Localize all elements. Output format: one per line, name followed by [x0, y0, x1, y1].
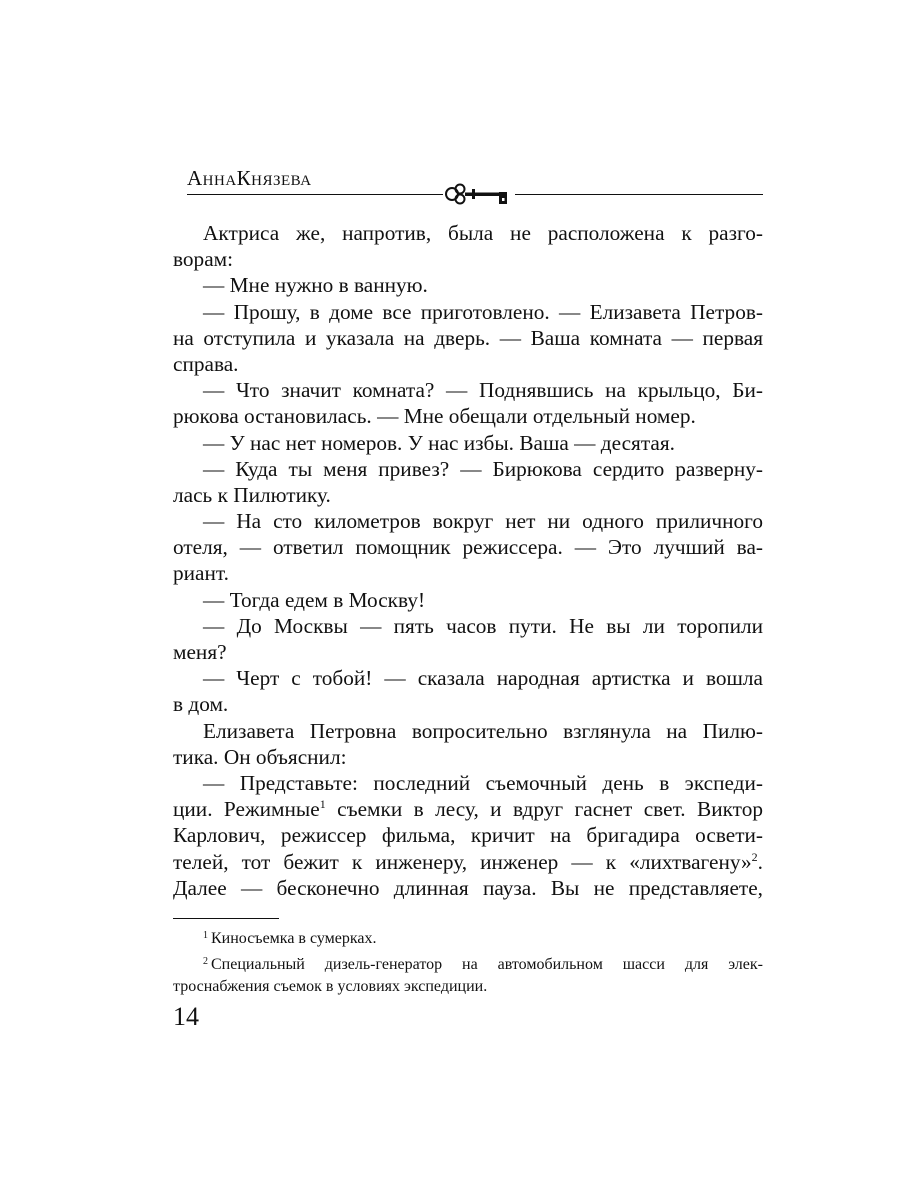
text-line-content: — Мне нужно в ванную. — [203, 273, 428, 298]
footnote-text: троснабжения съемок в условиях экспедиции. — [173, 978, 488, 995]
text-line — [173, 665, 763, 691]
text-line — [173, 482, 763, 508]
text-line-content: — У нас нет номеров. У нас избы. Ваша — десятая. — [203, 430, 675, 455]
footnote-text: Киносъемка в сумерках. — [211, 930, 377, 947]
text-line — [173, 508, 763, 534]
text-line — [173, 534, 763, 560]
text-line — [173, 822, 763, 848]
body-text — [173, 220, 763, 901]
footnote-reference: 2 — [751, 849, 758, 864]
text-line — [173, 403, 763, 429]
text-line-content: — Куда ты меня привез? — Бирюкова сердито развернy- — [203, 456, 763, 481]
text-line — [173, 770, 763, 796]
text-line — [173, 351, 763, 377]
text-line — [173, 456, 763, 482]
text-line — [173, 560, 763, 586]
footnote-line — [173, 976, 763, 998]
footnote-mark: 2 — [203, 956, 208, 967]
text-line-content: Карлович, режиссер фильма, кричит на бригадира освети- — [173, 823, 763, 848]
text-line — [173, 744, 763, 770]
text-line-content: — Черт с тобой! — сказала народная артистка и вошла — [203, 666, 763, 691]
text-line-content: на отступила и указала на дверь. — Ваша комната — первая — [173, 325, 763, 350]
running-header — [173, 158, 763, 208]
text-line — [173, 613, 763, 639]
text-line — [173, 691, 763, 717]
footnote-line — [173, 954, 763, 976]
text-line-continuation: съемки в лесу, и вдруг гаснет свет. Виктор — [325, 797, 763, 822]
text-line-content: рюкова остановилась. — Мне обещали отдельный номер. — [173, 404, 696, 429]
text-line — [173, 246, 763, 272]
text-line-content: в дом. — [173, 692, 229, 717]
footnotes — [173, 928, 763, 998]
text-line — [173, 272, 763, 298]
text-line-content: тика. Он объяснил: — [173, 744, 347, 769]
text-line-content: Елизавета Петровна вопросительно взглянула на Пилю- — [203, 718, 763, 743]
text-line — [173, 718, 763, 744]
text-line — [173, 299, 763, 325]
text-line — [173, 875, 763, 901]
text-line-content: меня? — [173, 640, 227, 664]
key-ornament-icon — [443, 180, 515, 208]
footnote-rule — [173, 918, 279, 919]
text-line-content: риант. — [173, 561, 229, 586]
text-line-content: — На сто километров вокруг нет ни одного приличного — [203, 509, 763, 534]
text-line — [173, 849, 763, 875]
text-line-content: ворам: — [173, 247, 234, 272]
text-line-content: телей, тот бежит к инженеру, инженер — к «лихтвагену» — [173, 849, 752, 874]
text-line-content: Актриса же, напротив, была не расположена к разго- — [203, 221, 763, 245]
footnote-text: Специальный дизель-генератор на автомобильном шасси для элек- — [211, 956, 763, 973]
text-line-content: справа. — [173, 351, 239, 376]
text-line — [173, 325, 763, 351]
text-line — [173, 639, 763, 665]
footnote-reference: 1 — [319, 797, 326, 812]
text-line-content: — Представьте: последний съемочный день в экспеди- — [203, 770, 763, 795]
footnote-line — [173, 928, 763, 950]
text-line — [173, 430, 763, 456]
text-line-content: — Тогда едем в Москву! — [203, 587, 426, 612]
text-line — [173, 220, 763, 246]
text-line — [173, 377, 763, 403]
page-number: 14 — [173, 1002, 199, 1031]
text-line-content: ции. Режимные — [173, 797, 320, 822]
text-line-content: отеля, — ответил помощник режиссера. — Это лучший ва- — [173, 535, 763, 560]
text-line-content: — До Москвы — пять часов пути. Не вы ли торопили — [203, 613, 763, 638]
text-line-content: Далее — бесконечно длинная пауза. Вы не представляете, — [173, 875, 763, 900]
text-line — [173, 587, 763, 613]
running-header-author: АннаКнязева — [187, 166, 312, 190]
text-line-continuation: . — [757, 849, 763, 874]
footnote-mark: 1 — [203, 930, 208, 941]
text-line-content: — Прошу, в доме все приготовлено. — Елизавета Петров- — [203, 299, 763, 324]
text-line — [173, 796, 763, 822]
text-line-content: лась к Пилютику. — [173, 482, 331, 507]
text-line-content: — Что значит комната? — Поднявшись на крыльцо, Би- — [203, 378, 763, 403]
